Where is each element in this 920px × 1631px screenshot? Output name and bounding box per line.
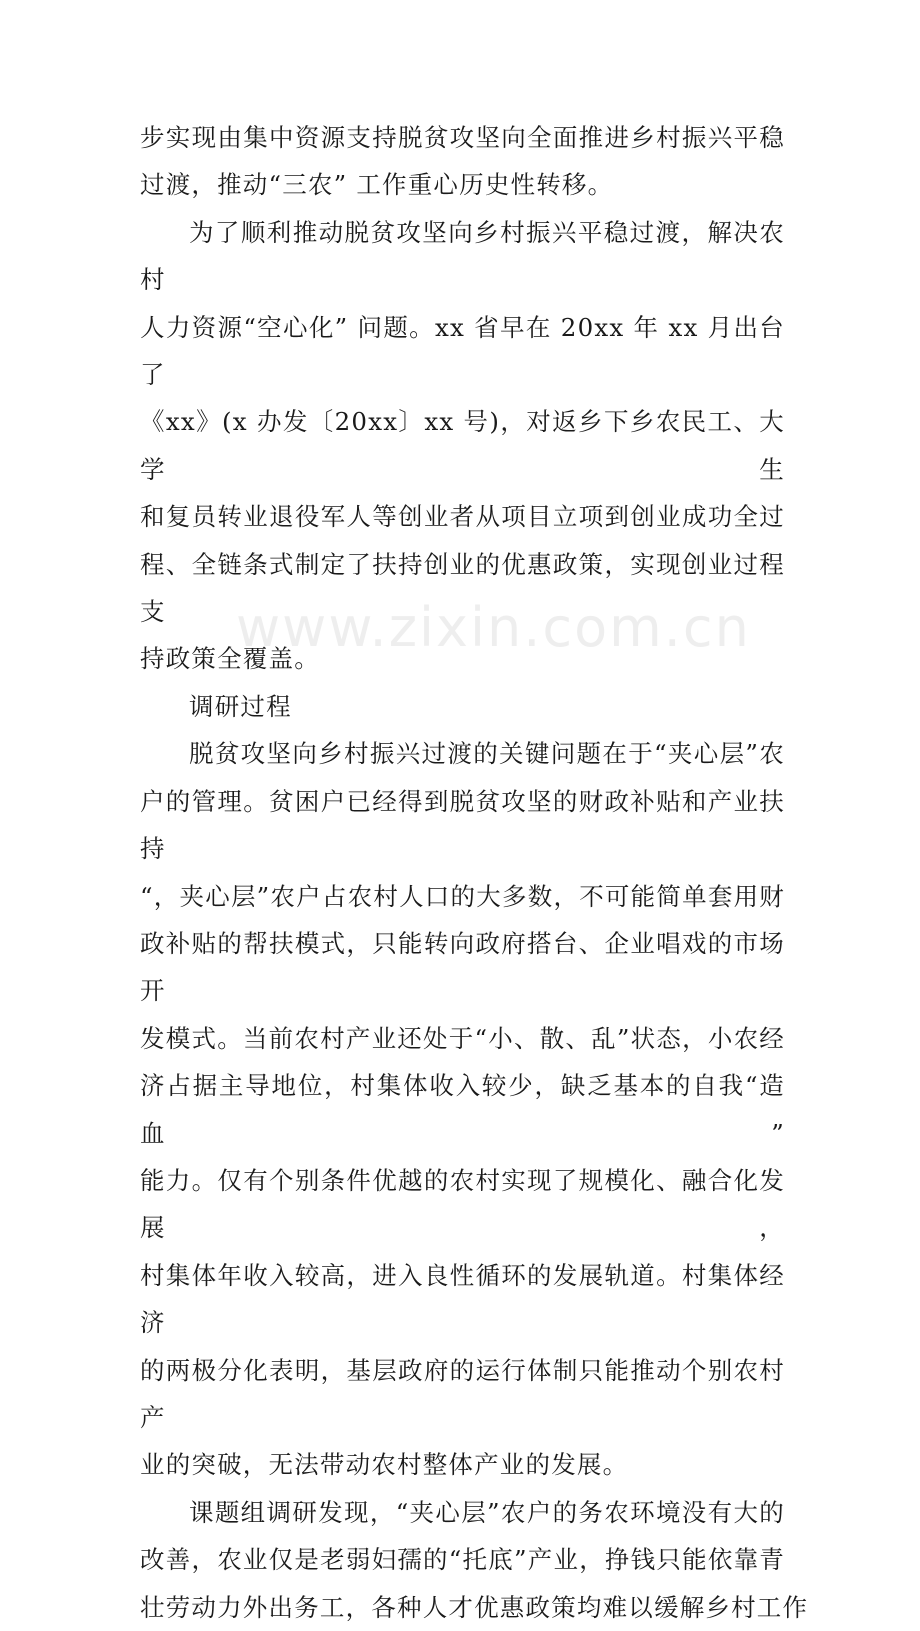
paragraph-p4 (140, 1489, 809, 1631)
section-heading (140, 683, 785, 730)
text-line: 《xx》(x 办发〔20xx〕xx 号)，对返乡下乡农民工、大学生 (140, 407, 785, 484)
text-line: 政补贴的帮扶模式，只能转向政府搭台、企业唱戏的市场开 (140, 928, 785, 1006)
text-line: “，夹心层”农户占农村人口的大多数，不可能简单套用财 (140, 881, 785, 911)
text-line: 和复员转业退役军人等创业者从项目立项到创业成功全过 (140, 502, 785, 532)
text-line: 业的突破，无法带动农村整体产业的发展。 (140, 1450, 629, 1480)
text-line: 能力。仅有个别条件优越的农村实现了规模化、融合化发展， (140, 1165, 785, 1243)
paragraph-p2 (140, 209, 785, 683)
text-line: 调研过程 (189, 691, 292, 721)
text-line: 壮劳动力外出务工，各种人才优惠政策均难以缓解乡村工作 (140, 1592, 809, 1622)
text-line: 的两极分化表明，基层政府的运行体制只能推动个别农村产 (140, 1355, 785, 1432)
paragraph-p3 (140, 730, 785, 1489)
text-line: 户的管理。贫困户已经得到脱贫攻坚的财政补贴和产业扶持 (140, 786, 785, 864)
text-line: 持政策全覆盖。 (140, 644, 320, 674)
text-line: 为了顺利推动脱贫攻坚向乡村振兴平稳过渡，解决农村 (140, 217, 785, 295)
text-line: 程、全链条式制定了扶持创业的优惠政策，实现创业过程支 (140, 549, 785, 627)
text-line: 过渡，推动“三农” 工作重心历史性转移。 (140, 170, 614, 200)
document-body (140, 114, 809, 1631)
paragraph-p1 (140, 114, 785, 209)
text-line: 脱贫攻坚向乡村振兴过渡的关键问题在于“夹心层”农 (189, 739, 785, 769)
watermark-text: www.zixin.com.cn (236, 596, 751, 659)
text-line: 村集体年收入较高，进入良性循环的发展轨道。村集体经济 (140, 1260, 785, 1338)
text-line: 课题组调研发现，“夹心层”农户的务农环境没有大的 (189, 1497, 785, 1527)
text-line: 改善，农业仅是老弱妇孺的“托底”产业，挣钱只能依靠青 (140, 1545, 785, 1575)
text-line: 人力资源“空心化” 问题。xx 省早在 20xx 年 xx 月出台了 (140, 312, 785, 390)
text-line: 济占据主导地位，村集体收入较少，缺乏基本的自我“造血” (140, 1071, 785, 1148)
text-line: 发模式。当前农村产业还处于“小、散、乱”状态，小农经 (140, 1023, 785, 1053)
text-line: 步实现由集中资源支持脱贫攻坚向全面推进乡村振兴平稳 (140, 123, 785, 152)
